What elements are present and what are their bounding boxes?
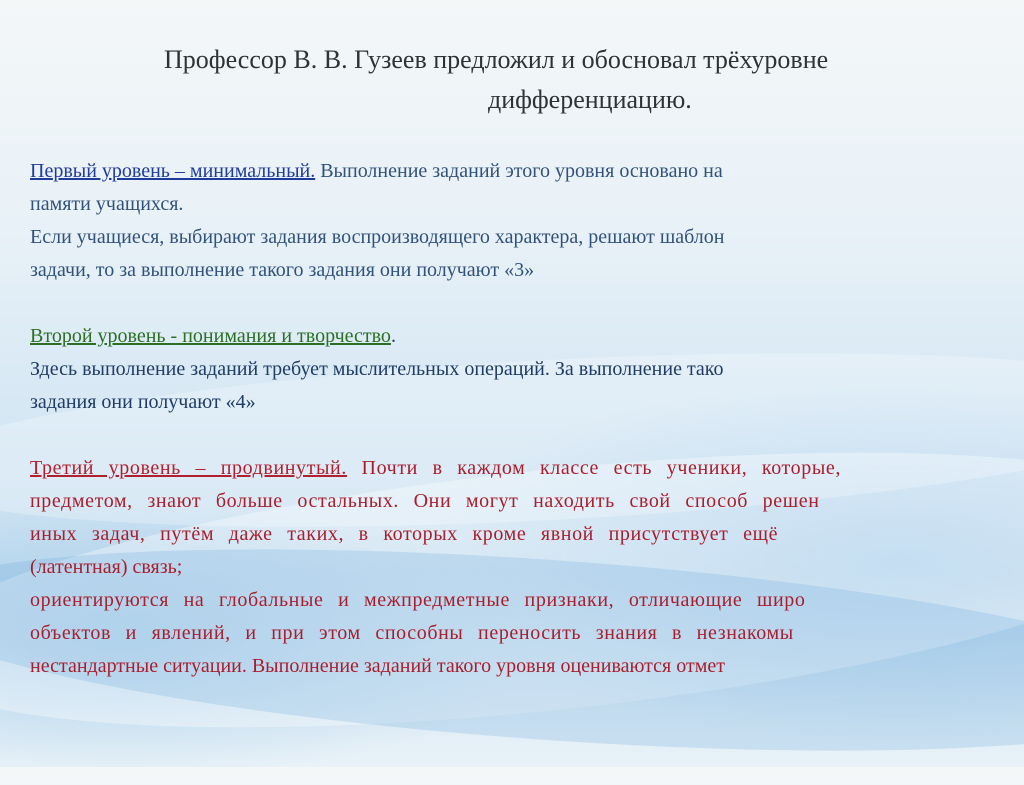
level-3-first-line xyxy=(30,452,1024,485)
level-2-line: Здесь выполнение заданий требует мыслительных операций. За выполнение тако xyxy=(30,358,724,380)
slide-title-line-2: дифференциацию. xyxy=(488,85,692,114)
level-1-heading: Первый уровень – минимальный. xyxy=(30,160,316,182)
level-3-paragraph xyxy=(30,452,1024,683)
level-1-line: Если учащиеся, выбирают задания воспроизводящего характера, решают шаблон xyxy=(30,226,725,248)
level-2-paragraph xyxy=(30,320,1024,419)
level-2-line: задания они получают «4» xyxy=(30,391,256,413)
level-3-line: объектов и явлений, и при этом способны переносить знания в незнакомы xyxy=(30,622,794,644)
level-2-text: . xyxy=(390,325,396,347)
level-1-text: Выполнение заданий этого уровня основано на xyxy=(315,160,723,182)
level-3-line: (латентная) связь; xyxy=(30,556,183,578)
level-3-line: ориентируются на глобальные и межпредметные признаки, отличающие широ xyxy=(30,589,806,611)
level-2-heading: Второй уровень - понимания и творчество xyxy=(30,325,391,347)
level-1-line: задачи, то за выполнение такого задания они получают «3» xyxy=(30,259,535,281)
level-3-line: предметом, знают больше остальных. Они могут находить свой способ решен xyxy=(30,490,820,512)
level-3-line: нестандартные ситуации. Выполнение заданий такого уровня оцениваются отмет xyxy=(30,655,725,677)
slide-content xyxy=(30,155,1024,683)
level-2-first-line xyxy=(30,320,1024,353)
slide-title-line-1: Профессор В. В. Гузеев предложил и обосновал трёхуровне xyxy=(164,45,829,74)
level-1-line: памяти учащихся. xyxy=(30,193,184,215)
level-3-heading: Третий уровень – продвинутый. xyxy=(30,457,347,479)
level-3-text: Почти в каждом классе есть ученики, которые, xyxy=(346,457,841,479)
level-1-first-line xyxy=(30,155,1024,188)
level-1-paragraph xyxy=(30,155,1024,287)
slide-title xyxy=(150,40,1024,120)
level-3-line: иных задач, путём даже таких, в которых кроме явной присутствует ещё xyxy=(30,523,779,545)
